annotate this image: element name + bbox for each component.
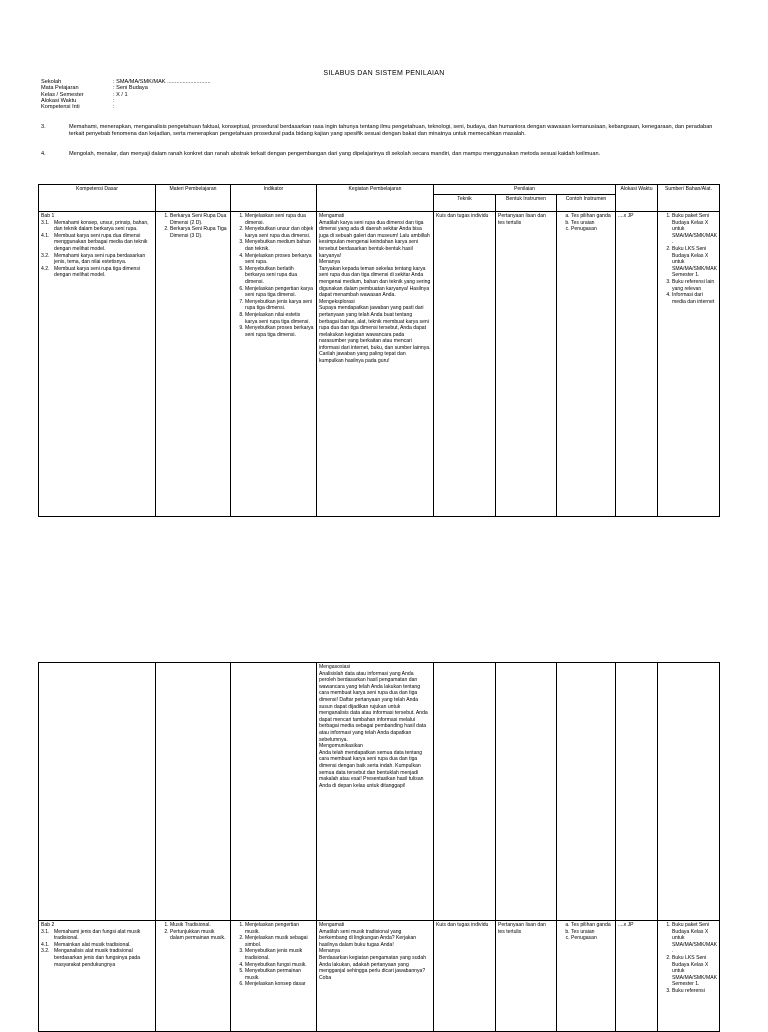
list-item: 6. Menjelaskan pengertian karya seni rupa tiga dimensi. [245, 286, 314, 299]
bab2-sumber-cell [658, 921, 720, 1032]
list-item: 2. Pertunjukkan musik dalam permainan musik. [170, 929, 228, 942]
list-item: 1. Musik Tradisional. [170, 922, 228, 929]
syllabus-table-page1 [38, 184, 720, 517]
list-item: 1. Menjelaskan seni rupa dua dimensi. [245, 213, 314, 226]
kd-number: 4.1. [41, 232, 50, 239]
cont-alokasi-cell [616, 663, 658, 921]
header-alokasi: Alokasi Waktu [616, 185, 658, 212]
list-item: 3. Menyebutkan jenis musik tradisional. [245, 948, 314, 961]
kd-text: Memahami karya seni rupa berdasarkan jenis, tema, dan nilai estetisnya. [54, 252, 146, 266]
bab2-alokasi-cell: ....x JP [616, 921, 658, 1032]
bab1-teknik-cell: Kuis dan tugas individu [434, 212, 496, 517]
cont-indikator-cell [231, 663, 317, 921]
kd-text: Memainkan alat musik tradisional. [54, 941, 131, 948]
meta-block [41, 79, 211, 110]
ki-4 [41, 151, 719, 158]
bab2-indikator-list [233, 922, 314, 988]
bab2-kd-list [41, 929, 153, 969]
kd-item [41, 942, 153, 949]
list-item: 5. Menyebutkan permainan musik. [245, 968, 314, 981]
kd-text: Membuat karya seni rupa dua dimensi menggunakan berbagai media dan teknik dengan melihat model. [54, 232, 148, 252]
meta-key: Kelas / Semester [41, 91, 84, 98]
bab1-materi-cell [156, 212, 231, 517]
kd-item [41, 948, 153, 968]
kegiatan-line: Anda telah mendapatkan semua data tentang cara membuat karya seni rupa dua dan tiga dimensi dengan baik serta indah. Kumpulkan semua data tersebut dan bentuklah menjadi makalah atau esai! Presentasikan hasil tulisan Anda di depan kelas untuk ditanggapi! [319, 749, 424, 789]
list-item: 2. Menjelaskan musik sebagai simbol. [245, 935, 314, 948]
kd-number: 3.1. [41, 928, 50, 935]
kd-number: 3.2. [41, 252, 50, 259]
list-item: b. Tes uraian [571, 929, 613, 936]
kd-item [41, 220, 153, 233]
cont-materi-cell [156, 663, 231, 921]
list-item: 6. Menjelaskan konsep dasar [245, 981, 314, 988]
kegiatan-line: Amatilah seni musik tradisional yang berkembang di lingkungan Anda? Kerjakan hasilnya dalam buku tugas Anda! [319, 928, 417, 948]
cont-kd-cell [39, 663, 156, 921]
kd-item [41, 253, 153, 266]
kegiatan-line: Mengeksplorasi [319, 298, 355, 305]
bab2-bentuk-cell: Pertanyaan lisan dan tes tertulis [496, 921, 557, 1032]
list-item: 4. Menjelaskan proses berkarya seni rupa. [245, 253, 314, 266]
bab2-materi-cell [156, 921, 231, 1032]
bab1-sumber-cell [658, 212, 720, 517]
cont-kegiatan-cell [317, 663, 434, 921]
kd-text: Memahami jenis dan fungsi alat musik tradisional. [54, 928, 141, 942]
kegiatan-line: Mengomunikasikan [319, 743, 363, 750]
list-item: 9. Menyebutkan proses berkarya seni rupa tiga dimensi. [245, 325, 314, 338]
bab1-sumber-list [660, 213, 717, 305]
bab1-materi-list [158, 213, 228, 239]
list-item: 1. Buku paket Seni Budaya Kelas X untuk SMA/MA/SMK/MAK. [672, 922, 717, 955]
kegiatan-line: Menanya [319, 259, 340, 266]
list-item: 3. Buku referensi [672, 988, 717, 995]
bab2-kegiatan-text [319, 922, 431, 981]
list-item: 4. Menyebutkan fungsi musik. [245, 962, 314, 969]
list-item: a. Tes pilihan ganda [571, 922, 613, 929]
ki-3-number: 3. [41, 124, 46, 130]
list-item: 4. Informasi dari media dan internet [672, 292, 717, 305]
meta-row [41, 104, 211, 110]
bab2-indikator-cell [231, 921, 317, 1032]
bab1-kegiatan-cell [317, 212, 434, 517]
ki-4-text: Mengolah, menalar, dan menyaji dalam ranah konkret dan ranah abstrak terkait dengan pengembangan dari yang dipelajarinya di sekolah secara mandiri, dan mampu menggunakan metoda sesuai kaidah keilmuan. [69, 151, 601, 157]
list-item: 2. Buku LKS Seni Budaya Kelas X untuk SMA/MA/SMK/MAK Semester 1. [672, 246, 717, 279]
bab1-kegiatan-text [319, 213, 431, 365]
list-item: 2. Berkarya Seni Rupa Tiga Dimensi (3 D). [170, 226, 228, 239]
list-item: b. Tes uraian [571, 220, 613, 227]
meta-key: Sekolah [41, 79, 62, 85]
ki-3 [41, 124, 719, 138]
bab2-kd-cell [39, 921, 156, 1032]
syllabus-table-page2 [38, 662, 720, 1032]
bab2-teknik-cell: Kuis dan tugas individu [434, 921, 496, 1032]
header-kd: Kompetensi Dasar [39, 185, 156, 212]
bab2-contoh-cell [557, 921, 616, 1032]
bab1-indikator-cell [231, 212, 317, 517]
kegiatan-line: Supaya mendapatkan jawaban yang pasti dari pertanyaan yang telah Anda buat tentang berbagai bahan, alat, teknik membuat karya seni rupa dua dan tiga dimensi tersebut, Anda dapat melakukan kegiatan wawancara pada narasumber yang berkaitan atau mencari informasi dari internet, buku, dan sumber lainnya. Carilah jawaban yang paling tepat dan kumpulkan hasilnya pada guru! [319, 305, 431, 365]
header-materi: Materi Pembelajaran [156, 185, 231, 212]
kegiatan-line: Analisislah data atau informasi yang Anda peroleh berdasarkan hasil pengamatan dan wawancara yang telah Anda lakukan tentang cara membuat karya seni rupa dua dan tiga dimensi! Daftar pertanyaan yang telah Anda susun dapat dijadikan rujukan untuk menganalisis data atau informasi tersebut. Anda dapat mencari tambahan informasi melalui berbagai media sebagai pembanding hasil data atau informasi yang telah Anda dapatkan sebelumnya. [319, 670, 428, 743]
kd-number: 3.2. [41, 948, 50, 955]
header-penilaian: Penilaian [434, 185, 616, 195]
list-item: 1. Menjelaskan pengertian musik. [245, 922, 314, 935]
kegiatan-line: Mengamati [319, 213, 345, 219]
list-item: a. Tes pilihan ganda [571, 213, 613, 220]
cont-sumber-cell [658, 663, 720, 921]
bab1-label: Bab 1 [41, 213, 55, 219]
bab1-kd-list [41, 220, 153, 279]
meta-key: Kompetensi Inti [41, 104, 80, 111]
header-kegiatan: Kegiatan Pembelajaran [317, 185, 434, 212]
header-teknik: Teknik [434, 195, 496, 212]
kegiatan-line: Tanyakan kepada teman sekelas tentang karya seni rupa dua dan tiga dimensi di sekitar Anda mengenai medium, bahan dan teknik yang sering digunakan dalam pembuatan karyanya! Hasilnya dapat menambah wawasan Anda. [319, 265, 431, 299]
kd-item [41, 929, 153, 942]
ki-3-text: Memahami, menerapkan, menganalisis pengetahuan faktual, konseptual, prosedural berdasarkan rasa ingin tahunya tentang ilmu pengetahuan, teknologi, seni, budaya, dan humaniora dengan wawasan kemanusiaan, kebangsaan, kenegaraan, dan peradaban terkait penyebab fenomena dan kejadian, serta menerapkan pengetahuan prosedural pada bidang kajian yang spesifik sesuai dengan bakat dan minatnya untuk memecahkan masalah. [69, 124, 713, 137]
header-bentuk: Bentuk Instrumen [496, 195, 557, 212]
list-item: 5. Menyebutkan berlatih berkarya seni rupa dua dimensi. [245, 266, 314, 286]
bab1-indikator-list [233, 213, 314, 338]
list-item: c. Penugasan [571, 935, 613, 942]
list-item: 8. Menjelaskan nilai estetis karya seni rupa tiga dimensi. [245, 312, 314, 325]
meta-value: : [113, 104, 115, 111]
kegiatan-line: Menanya [319, 948, 340, 955]
meta-key: Alokasi Waktu [41, 97, 77, 104]
header-sumber: Sumber/ Bahan/Alat. [658, 185, 720, 212]
document-title: SILABUS DAN SISTEM PENILAIAN [323, 70, 445, 77]
kd-number: 4.1. [41, 941, 50, 948]
kegiatan-line: Mengamati [319, 922, 345, 928]
kegiatan-line: Berdasarkan kegiatan pengamatan yang sudah Anda lakukan, adakah pertanyaan yang mengganjal sehingga perlu dicari jawabannya? Coba [319, 954, 427, 981]
meta-value: : Seni Budaya [113, 85, 148, 92]
list-item: 2. Buku LKS Seni Budaya Kelas X untuk SMA/MA/SMK/MAK Semester 1. [672, 955, 717, 988]
kd-text: Menganalisis alat musik tradisional berdasarkan jenis dan fungsinya pada masyarakat pendukungnya [54, 948, 141, 968]
kegiatan-line: Amatilah karya seni rupa dua dimensi dan tiga dimensi yang ada di daerah sekitar Anda bisa juga di sebuah galeri dan museum! Lalu ambillah kesimpulan mengenai keindahan karya seni tersebut berdasarkan bentuk-bentuk hasil karyanya! [319, 219, 430, 259]
bab2-label: Bab 2 [41, 922, 55, 928]
bab1-kd-cell [39, 212, 156, 517]
list-item: 3. Menyebutkan medium bahan dan teknik. [245, 239, 314, 252]
kd-item [41, 233, 153, 253]
header-contoh: Contoh Instrumen [557, 195, 616, 212]
cont-bentuk-cell [496, 663, 557, 921]
bab2-kegiatan-cell [317, 921, 434, 1032]
list-item: 1. Berkarya Seni Rupa Dua Dimensi (2 D). [170, 213, 228, 226]
meta-value: : [113, 97, 115, 104]
cont-teknik-cell [434, 663, 496, 921]
kegiatan-line: Mengasosiasi [319, 664, 351, 670]
cont-kegiatan-text [319, 664, 431, 789]
list-item: 2. Menyebutkan unsur dan objek karya seni rupa dua dimensi. [245, 226, 314, 239]
list-item: 7. Menyebutkan jenis karya seni rupa tiga dimensi. [245, 299, 314, 312]
bab2-sumber-list [660, 922, 717, 995]
header-indikator: Indikator [231, 185, 317, 212]
list-item: c. Penugasan [571, 226, 613, 233]
kd-number: 3.1. [41, 219, 50, 226]
ki-4-number: 4. [41, 151, 46, 157]
cont-contoh-cell [557, 663, 616, 921]
list-item: 1. Buku paket Seni Budaya Kelas X untuk SMA/MA/SMK/MAK. [672, 213, 717, 246]
bab1-bentuk-cell: Pertanyaan lisan dan tes tertulis [496, 212, 557, 517]
list-item: 3. Buku referensi lain yang relevan [672, 279, 717, 292]
kd-text: Membuat karya seni rupa tiga dimensi dengan melihat model. [54, 265, 141, 279]
meta-key: Mata Pelajaran [41, 85, 79, 92]
kd-item [41, 266, 153, 279]
meta-value: : X / 1 [113, 91, 128, 98]
bab1-contoh-list [559, 213, 613, 233]
kd-text: Memahami konsep, unsur, prinsip, bahan, dan teknik dalam berkarya seni rupa. [54, 219, 149, 233]
bab2-materi-list [158, 922, 228, 942]
bab2-contoh-list [559, 922, 613, 942]
bab1-contoh-cell [557, 212, 616, 517]
kd-number: 4.2. [41, 265, 50, 272]
meta-value: : SMA/MA/SMK/MAK ............................ [113, 79, 211, 85]
bab1-alokasi-cell: ....x JP [616, 212, 658, 517]
